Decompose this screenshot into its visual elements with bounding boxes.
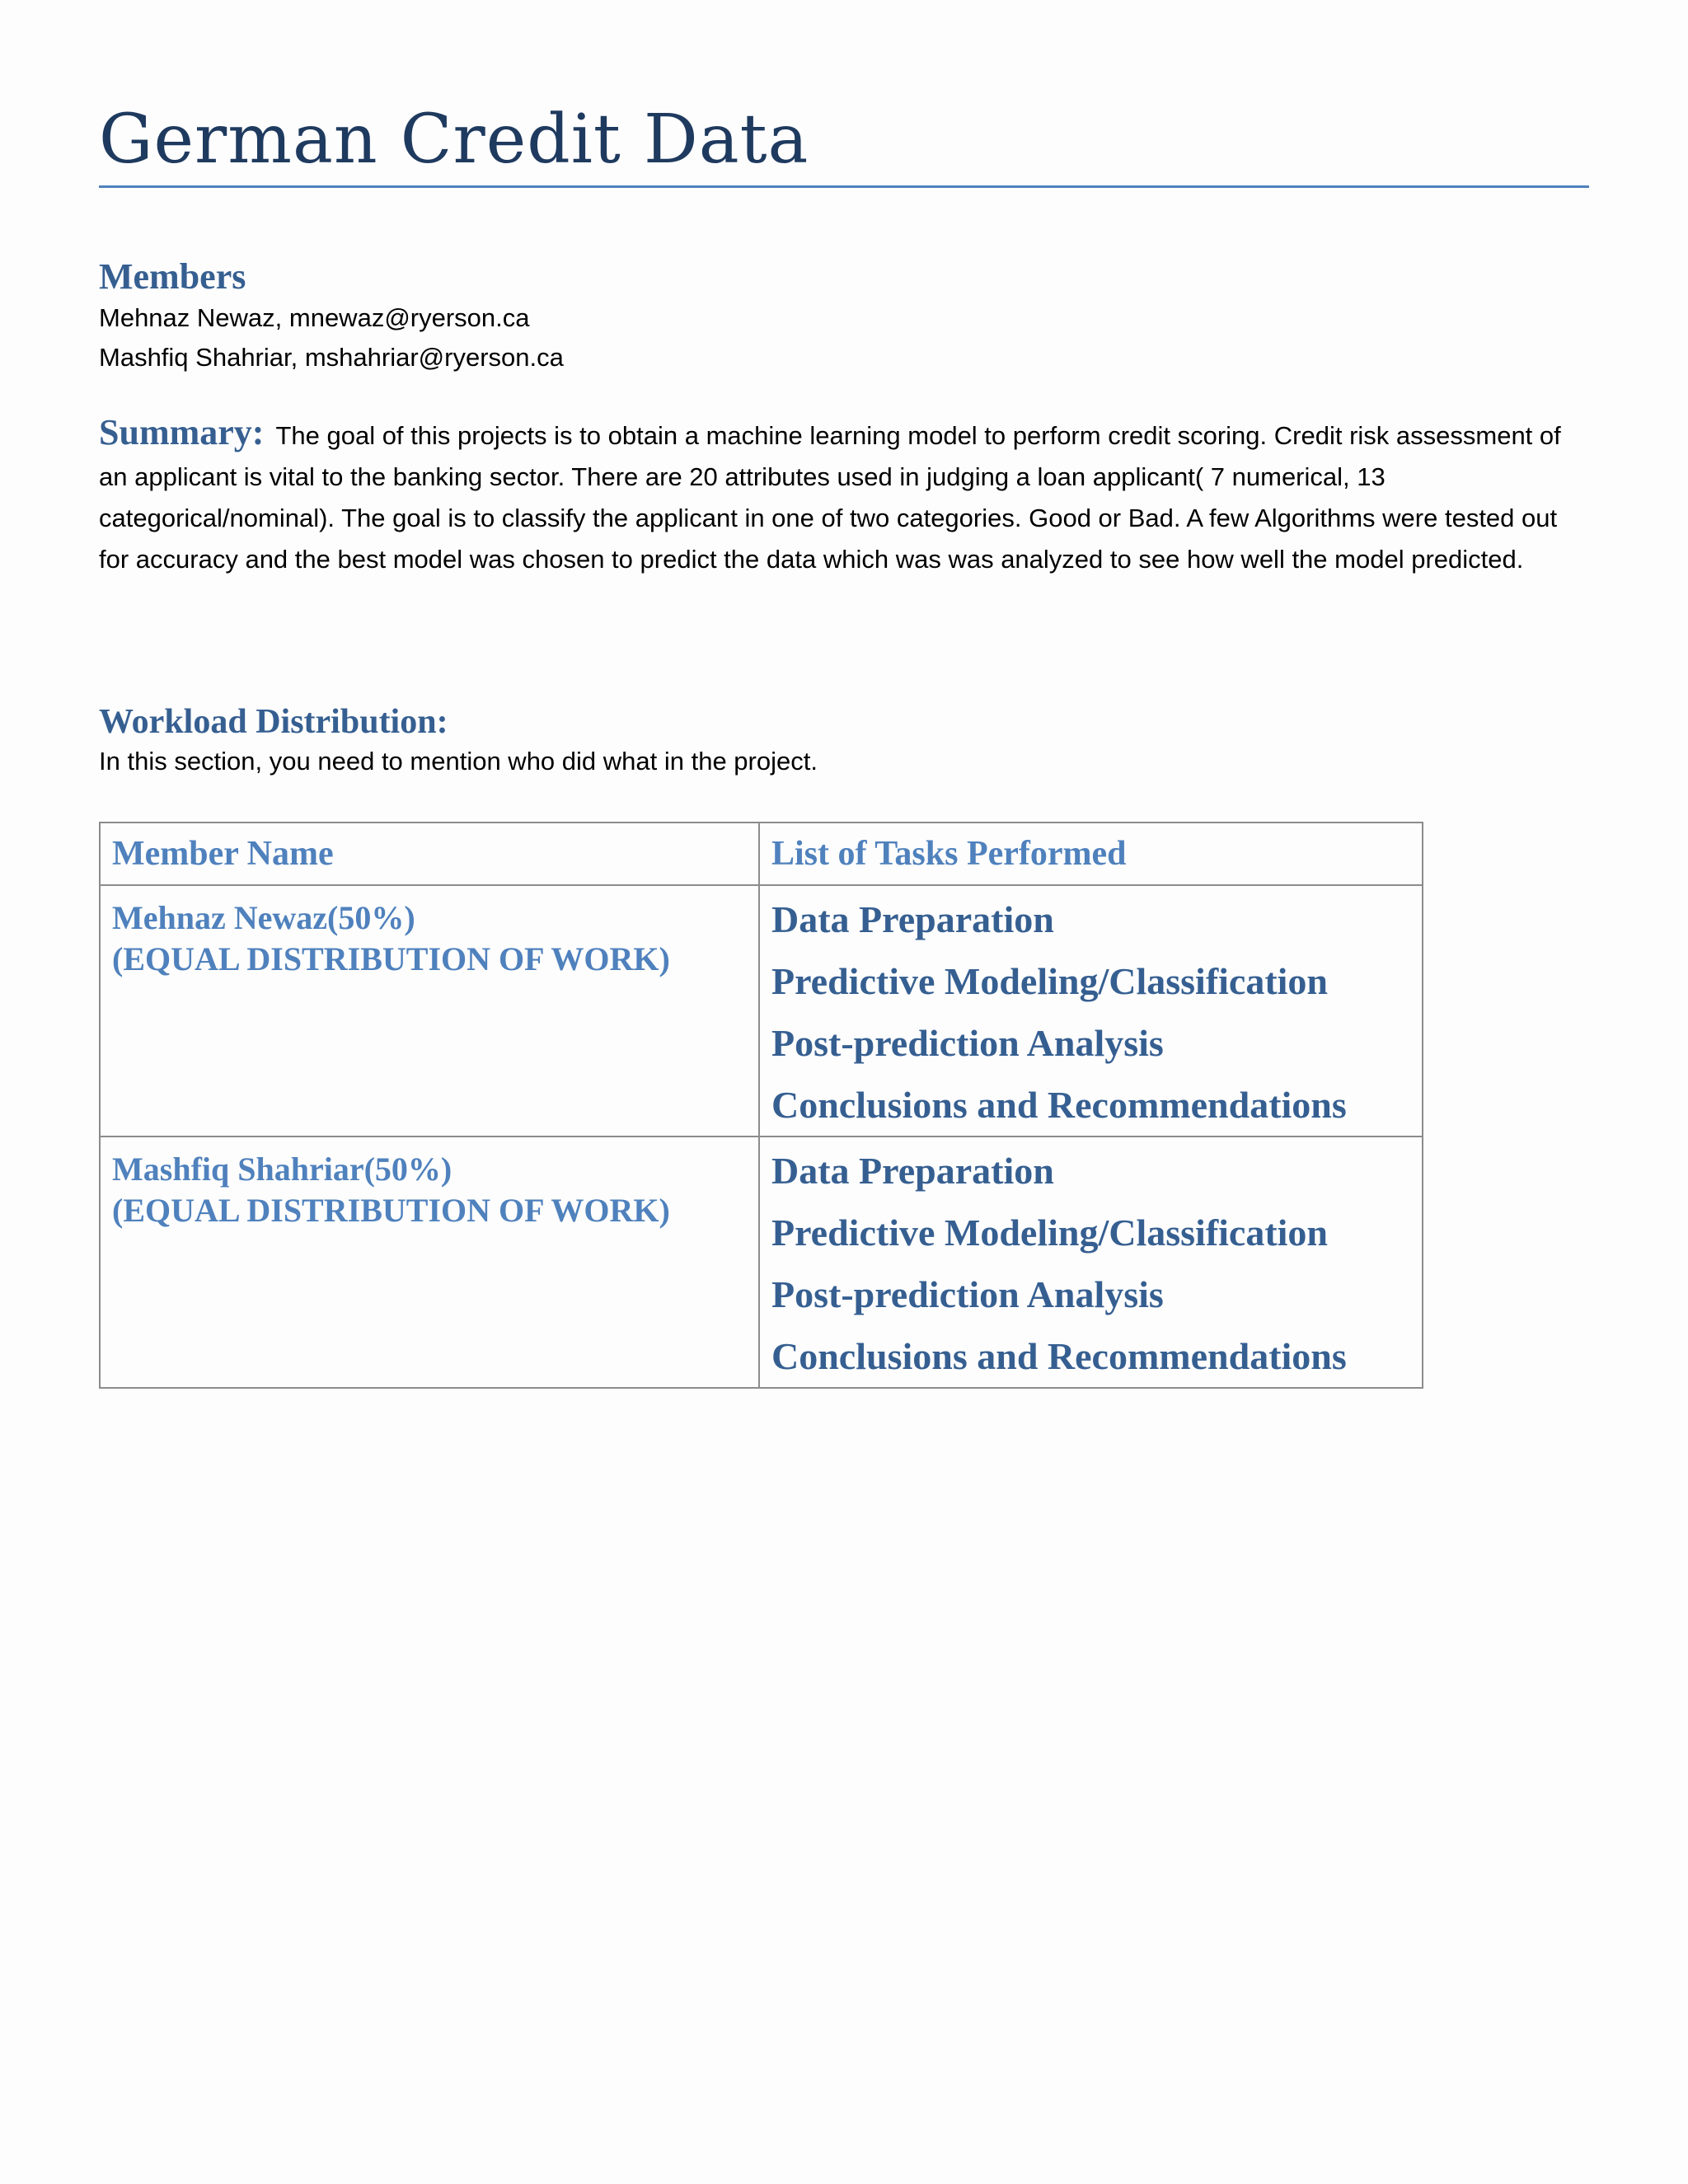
member-line-2: Mashfiq Shahriar, mshahriar@ryerson.ca <box>99 343 564 372</box>
task-item: Predictive Modeling/Classification <box>771 960 1329 1002</box>
summary-label: Summary: <box>99 412 265 452</box>
member-name: Mehnaz Newaz(50%) <box>112 899 415 936</box>
task-item: Post-prediction Analysis <box>771 1273 1164 1315</box>
task-item: Predictive Modeling/Classification <box>771 1212 1329 1254</box>
summary-paragraph <box>99 412 1589 580</box>
header-tasks: List of Tasks Performed <box>759 823 1423 885</box>
members-heading: Members <box>99 256 246 297</box>
table-row <box>100 1137 1423 1388</box>
task-item: Data Preparation <box>771 898 1054 940</box>
task-item: Conclusions and Recommendations <box>771 1335 1347 1377</box>
member-cell <box>100 1137 759 1388</box>
task-item: Post-prediction Analysis <box>771 1022 1164 1064</box>
member-name: Mashfiq Shahriar(50%) <box>112 1151 452 1188</box>
document-title: German Credit Data <box>99 101 809 179</box>
summary-text: The goal of this projects is to obtain a machine learning model to perform credit scoring. Credit risk assessment of an applicant is vital to the banking sector. There are 20 attributes used in judging a loan applicant( 7 numerical, 13 categorical/nominal). The goal is to classify the applicant in one of two categories. Good or Bad. A few Algorithms were tested out for accuracy and the best model was chosen to predict the data which was was analyzed to see how well the model predicted. <box>99 421 1561 574</box>
member-line-1: Mehnaz Newaz, mnewaz@ryerson.ca <box>99 303 530 332</box>
task-item: Data Preparation <box>771 1150 1054 1192</box>
workload-heading: Workload Distribution: <box>99 703 448 741</box>
member-cell <box>100 885 759 1137</box>
title-underline <box>99 185 1589 188</box>
workload-table <box>99 822 1423 1389</box>
member-note: (EQUAL DISTRIBUTION OF WORK) <box>112 1192 670 1229</box>
table-header-row <box>100 823 1423 885</box>
member-note: (EQUAL DISTRIBUTION OF WORK) <box>112 940 670 977</box>
table-row <box>100 885 1423 1137</box>
header-member-name: Member Name <box>100 823 759 885</box>
tasks-cell <box>759 1137 1423 1388</box>
workload-description: In this section, you need to mention who did what in the project. <box>99 747 818 776</box>
task-item: Conclusions and Recommendations <box>771 1084 1347 1126</box>
tasks-cell <box>759 885 1423 1137</box>
